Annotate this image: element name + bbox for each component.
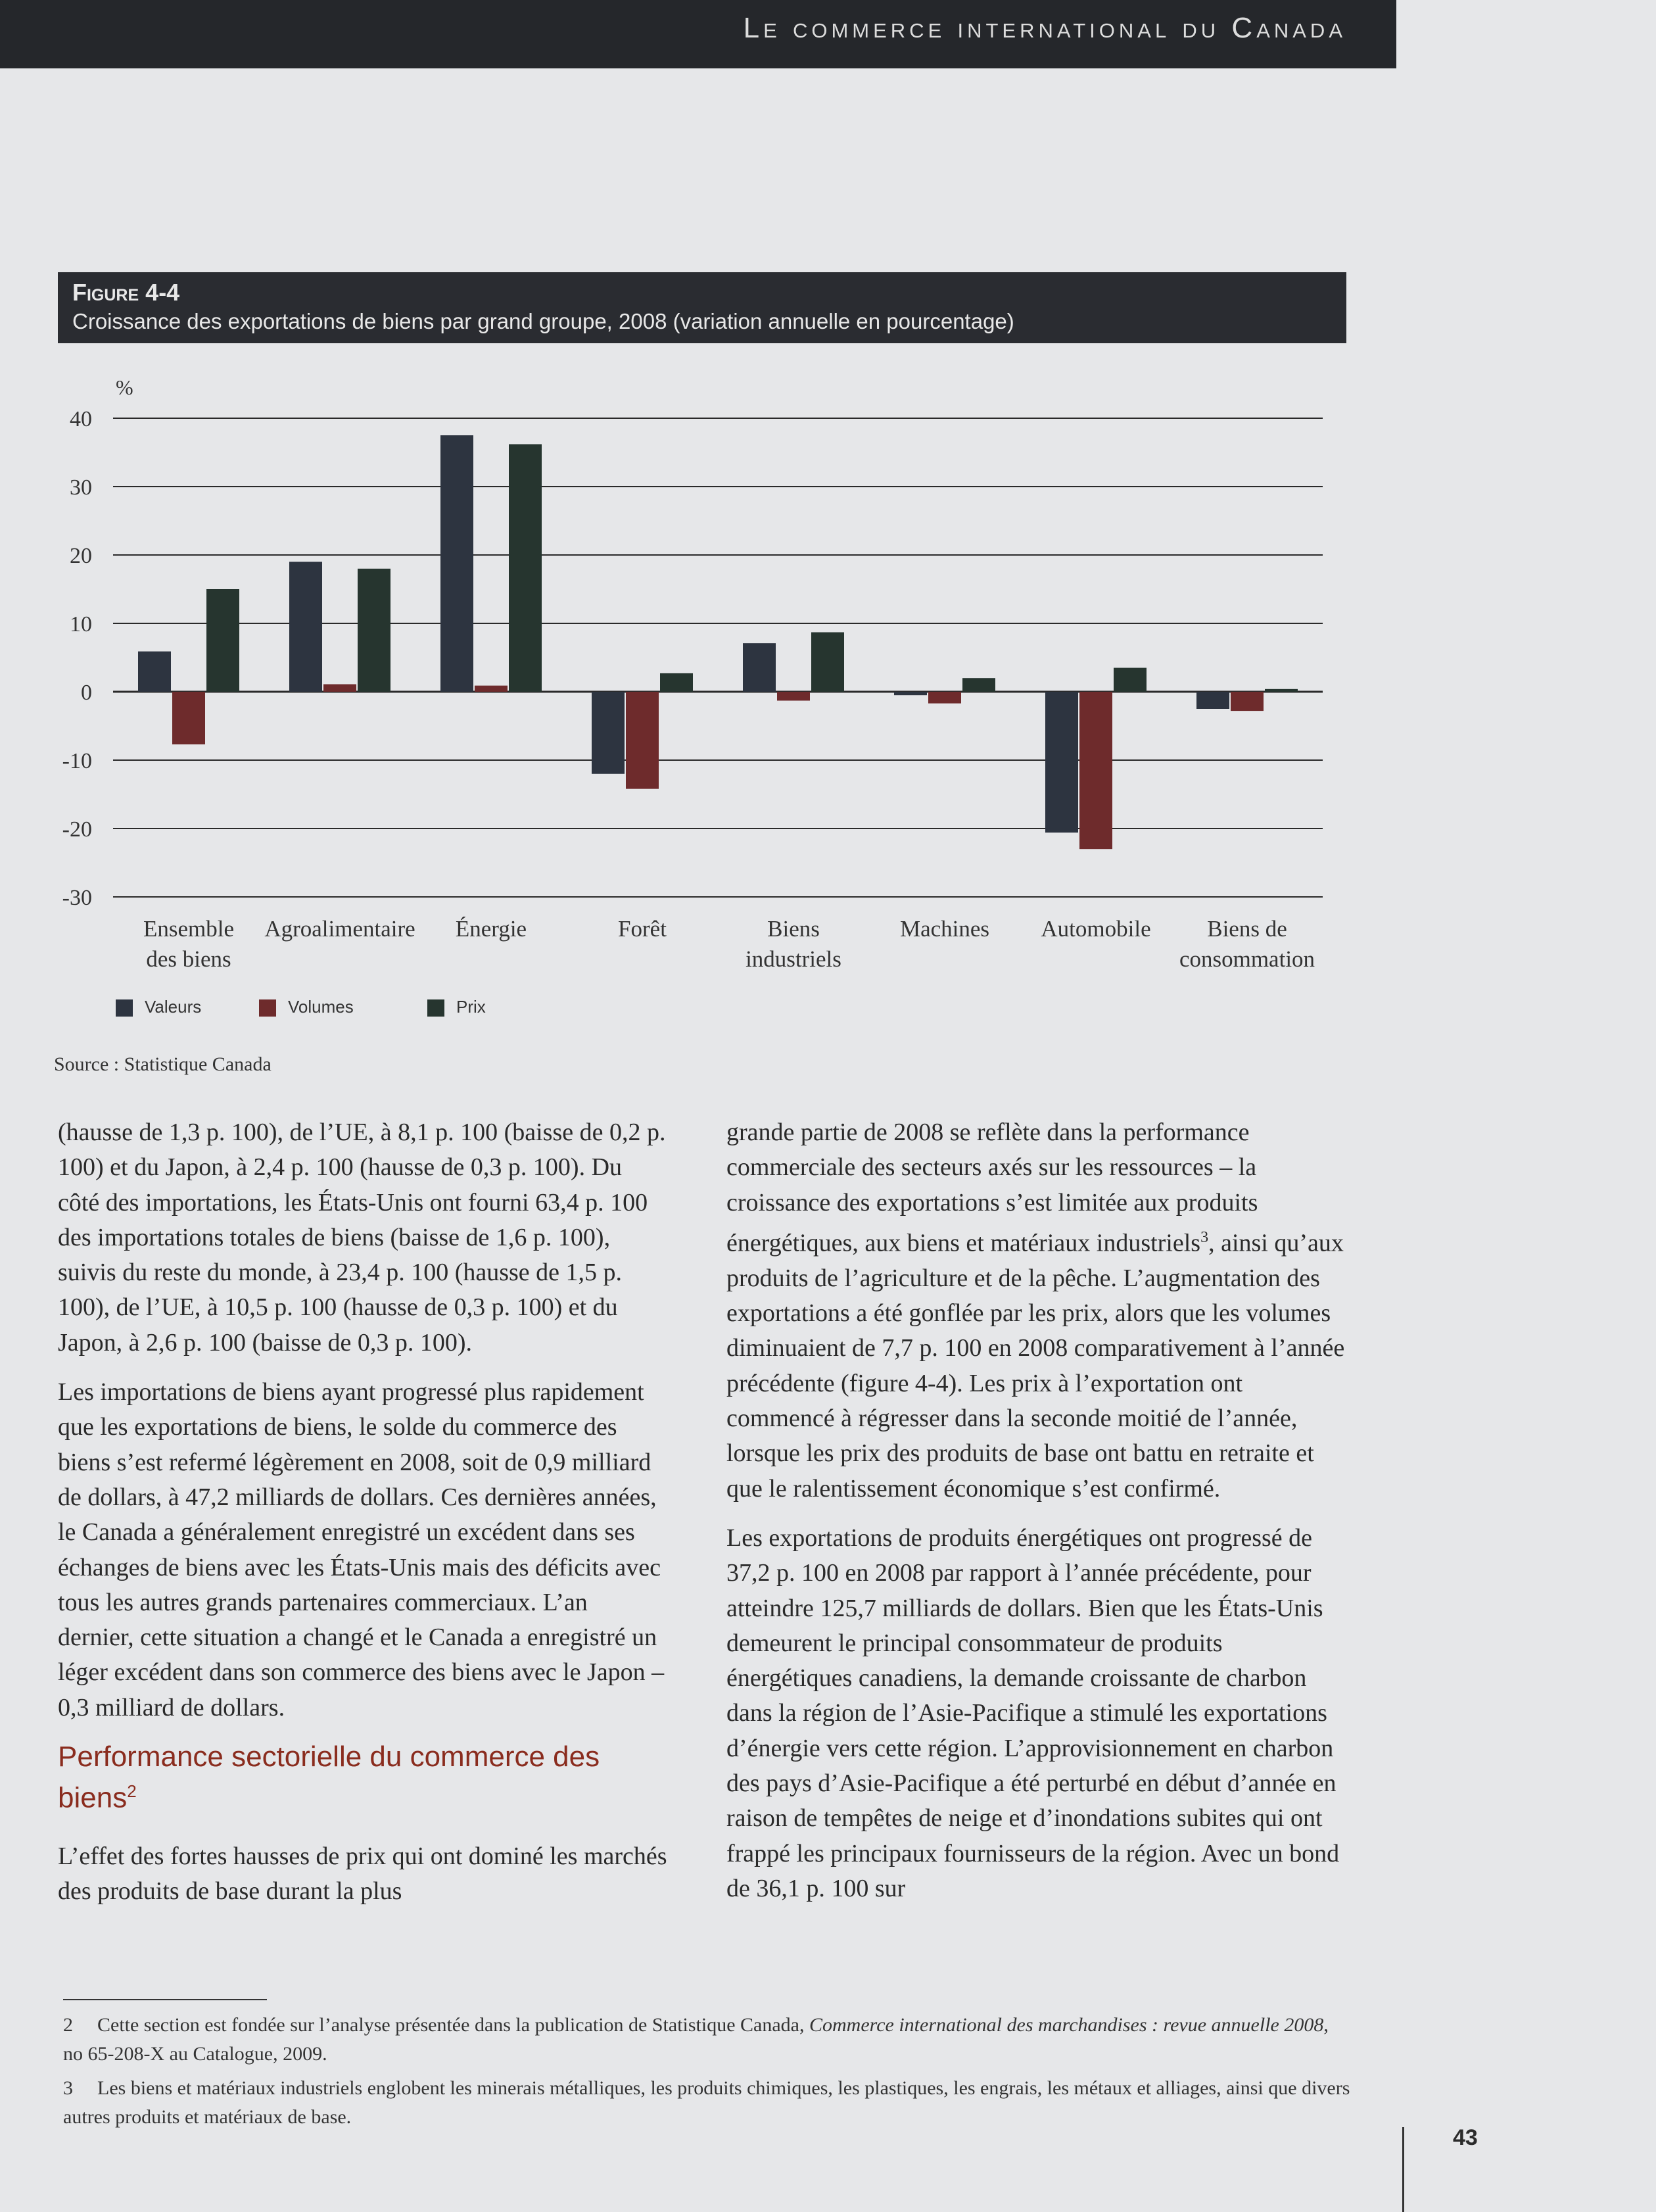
bar-prix [1265, 689, 1298, 692]
bar-chart [0, 0, 1656, 1105]
y-tick-label: 40 [70, 407, 92, 431]
bar-prix [811, 633, 844, 692]
paragraph: Les importations de biens ayant progressé plus rapidement que les exportations de biens, le solde du commerce des biens s’est refermé légèrement en 2008, soit de 0,9 milliard de dollars, à 47,2 milliards de dollars. Ces dernières années, le Canada a généralement enregistré un excédent dans ses échanges de biens avec les États-Unis mais des déficits avec tous les autres grands partenaires commerciaux. L’an dernier, cette situation a changé et le Canada a enregistré un léger excédent dans son commerce des biens avec le Japon – 0,3 milliard de dollars. [58, 1378, 665, 1721]
paragraph: L’effet des fortes hausses de prix qui ont dominé les marchés des produits de base durant la plus [58, 1842, 667, 1905]
y-tick-label: 10 [70, 612, 92, 637]
footnote-text: Cette section est fondée sur l’analyse présentée dans la publication de Statistique Canada, [97, 2014, 809, 2036]
legend-item [116, 997, 201, 1017]
bar-volumes [1079, 692, 1112, 849]
footnote-number: 3 [63, 2077, 73, 2099]
footnote-ref: 3 [1200, 1228, 1209, 1246]
bar-valeurs [440, 435, 473, 692]
y-tick-label: 20 [70, 544, 92, 568]
footnote-2 [63, 2011, 1352, 2069]
x-category-label: Forêt [618, 916, 667, 942]
x-category-label: Machines [899, 916, 990, 942]
bar-prix [1114, 668, 1147, 692]
x-category-label: consommation [1179, 946, 1315, 972]
paragraph-text: , ainsi qu’aux produits de l’agriculture et de la pêche. L’augmentation des exportations a été gonflée par les prix, alors que les volumes diminuaient de 7,7 p. 100 en 2008 comparativement à l’année précédente (figure 4-4). Les prix à l’exportation ont commencé à régresser dans la seconde moitié de l’année, lorsque les prix des produits de base ont battu en retraite et que le ralentissement économique s’est confirmé. [726, 1229, 1345, 1503]
bar-valeurs [592, 692, 625, 774]
footnote-rule [63, 1999, 267, 2000]
bar-valeurs [894, 692, 927, 695]
section-heading-text: Performance sectorielle du commerce des biens [58, 1741, 600, 1814]
x-category-label: Énergie [455, 916, 527, 942]
paragraph: (hausse de 1,3 p. 100), de l’UE, à 8,1 p. 100 (baisse de 0,2 p. 100) et du Japon, à 2,4 p. 100 (hausse de 0,3 p. 100). Du côté des importations, les États-Unis ont fourni 63,4 p. 100 des importations totales de biens (baisse de 1,6 p. 100), suivis du reste du monde, à 23,4 p. 100 (hausse de 1,5 p. 100), de l’UE, à 10,5 p. 100 (hausse de 0,3 p. 100) et du Japon, à 2,6 p. 100 (baisse de 0,3 p. 100). [58, 1118, 666, 1357]
x-category-label: Ensemble [143, 916, 235, 942]
figure-source: Source : Statistique Canada [54, 1053, 272, 1075]
footnote-title: Commerce international des marchandises : revue annuelle 2008 [809, 2014, 1324, 2036]
bar-prix [206, 589, 239, 692]
bar-volumes [928, 692, 961, 704]
bar-prix [358, 569, 390, 692]
legend-label: Valeurs [145, 997, 202, 1017]
figure-label: Figure 4-4 [72, 279, 180, 306]
bar-volumes [1231, 692, 1264, 711]
footnote-text: , no 65-208-X au Catalogue, 2009. [63, 2014, 1329, 2065]
legend-swatch [427, 999, 444, 1017]
bar-valeurs [1196, 692, 1229, 709]
footnote-3 [63, 2074, 1352, 2132]
y-tick-label: -20 [62, 817, 92, 842]
text-column-right [726, 1115, 1351, 1921]
bar-valeurs [289, 562, 322, 692]
y-tick-label: 30 [70, 475, 92, 500]
x-category-label: Biens de [1207, 916, 1287, 942]
y-tick-label: -30 [62, 886, 92, 910]
legend-item [427, 997, 486, 1017]
section-heading [58, 1740, 669, 1815]
paragraph [726, 1115, 1351, 1506]
page-rule [1402, 2127, 1404, 2212]
bar-prix [509, 445, 542, 692]
x-category-label: des biens [146, 946, 231, 972]
legend-swatch [259, 999, 276, 1017]
x-category-label: Agroalimentaire [264, 916, 415, 942]
legend-label: Volumes [288, 997, 354, 1017]
bar-valeurs [1045, 692, 1078, 832]
bar-volumes [626, 692, 659, 789]
x-category-label: Biens [767, 916, 820, 942]
page-number: 43 [1453, 2125, 1478, 2150]
figure-caption: Croissance des exportations de biens par grand groupe, 2008 (variation annuelle en pourcentage) [72, 309, 1014, 333]
legend-item [259, 997, 354, 1017]
legend-label: Prix [456, 997, 486, 1017]
bar-volumes [777, 692, 810, 701]
y-tick-label: -10 [62, 749, 92, 773]
footnote-number: 2 [63, 2014, 73, 2036]
x-category-label: Automobile [1041, 916, 1151, 942]
legend-swatch [116, 999, 133, 1017]
bar-valeurs [138, 652, 171, 692]
footnote-text: Les biens et matériaux industriels englobent les minerais métalliques, les produits chimiques, les plastiques, les engrais, les métaux et alliages, ainsi que divers autres produits et matériaux de base. [63, 2077, 1350, 2128]
bar-volumes [172, 692, 205, 744]
footnote-ref: 2 [127, 1781, 137, 1802]
x-category-label: industriels [745, 946, 841, 972]
paragraph: Les exportations de produits énergétiques ont progressé de 37,2 p. 100 en 2008 par rapport à l’année précédente, pour atteindre 125,7 milliards de dollars. Bien que les États-Unis demeurent le principal consommateur de produits énergétiques canadiens, la demande croissante de charbon dans la région de l’Asie-Pacifique a stimulé les exportations d’énergie vers cette région. L’approvisionnement en charbon des pays d’Asie-Pacifique a été perturbé en début d’année en raison de tempêtes de neige et d’inondations subites qui ont frappé les principaux fournisseurs de la région. Avec un bond de 36,1 p. 100 sur [726, 1524, 1340, 1902]
bar-prix [660, 673, 693, 692]
bar-prix [962, 678, 995, 692]
text-column-left [58, 1115, 669, 1923]
running-header-title: Le commerce international du Canada [743, 12, 1346, 44]
y-axis-label: % [116, 375, 133, 399]
bar-valeurs [743, 643, 776, 692]
bar-volumes [323, 685, 356, 692]
y-tick-label: 0 [81, 681, 92, 705]
bar-volumes [475, 686, 508, 692]
paragraph-text: grande partie de 2008 se reflète dans la performance commerciale des secteurs axés sur les ressources – la croissance des exportations s’est limitée aux produits énergétiques, aux biens et matériaux industriels [726, 1118, 1258, 1257]
